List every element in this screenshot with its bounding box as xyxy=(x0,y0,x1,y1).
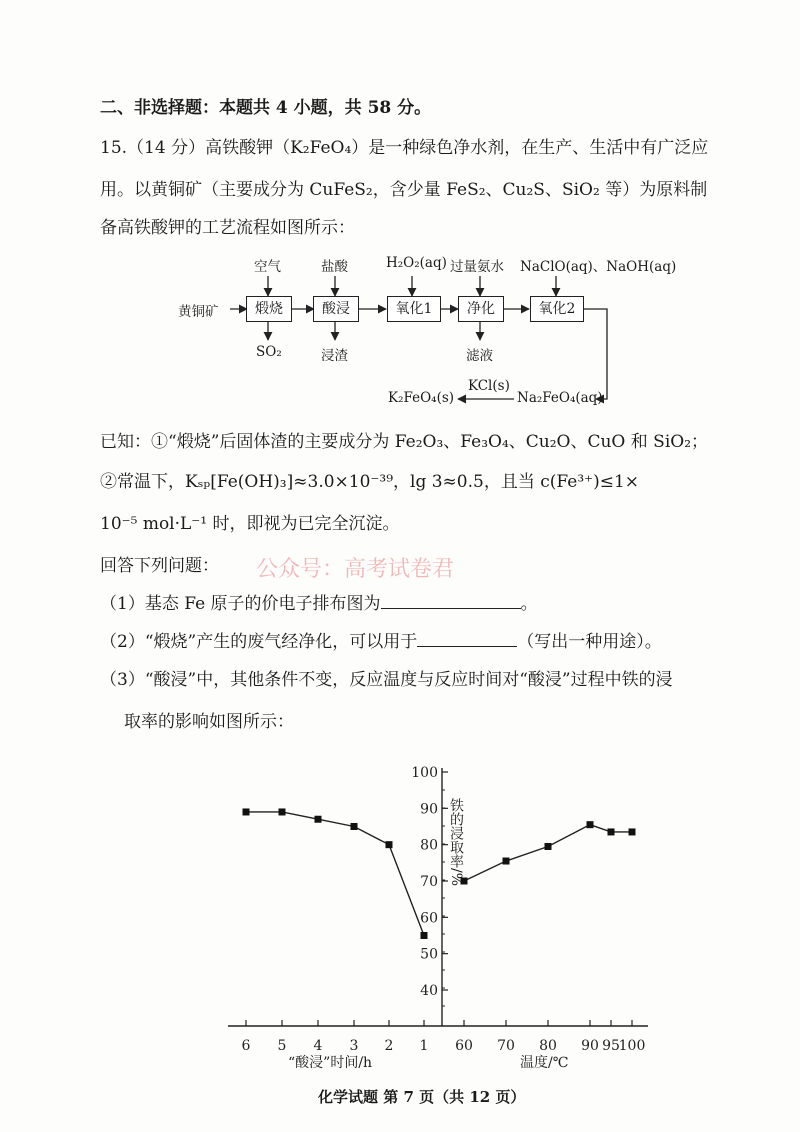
right-data-point xyxy=(608,828,615,835)
input-ammonia-label: 过量氨水 xyxy=(450,259,504,275)
input-hcl-label: 盐酸 xyxy=(321,259,348,275)
y-tick-label: 50 xyxy=(420,946,438,963)
output-filtrate-label: 滤液 xyxy=(466,348,493,364)
sub-question-1-end: 。 xyxy=(520,594,538,614)
left-data-point xyxy=(351,823,358,830)
product-k2feo4-label: K₂FeO₄(s) xyxy=(388,390,455,406)
known-line-1: 已知：①“煅烧”后固体渣的主要成分为 Fe₂O₃、Fe₃O₄、Cu₂O、CuO 和 SiO₂； xyxy=(100,432,709,452)
right-x-tick-label: 80 xyxy=(539,1038,557,1054)
step-calcination-box: 煅烧 xyxy=(246,296,292,322)
y-tick-label: 100 xyxy=(411,765,438,781)
sub-question-2-end: （写出一种用途）。 xyxy=(517,632,662,652)
left-x-tick-label: 4 xyxy=(313,1038,323,1054)
left-x-axis-label: “酸浸”时间/h xyxy=(288,1055,373,1071)
step-oxidation2-box: 氧化2 xyxy=(530,296,584,322)
question-line-1: 15.（14 分）高铁酸钾（K₂FeO₄）是一种绿色净水剂，在生产、生活中有广泛应 xyxy=(100,138,709,158)
left-data-point xyxy=(243,808,250,815)
y-tick-label: 80 xyxy=(420,837,438,854)
output-so2-label: SO₂ xyxy=(256,344,282,360)
y-axis-label: 铁的浸取率/% xyxy=(448,798,464,887)
right-data-point xyxy=(545,843,552,850)
y-tick-label: 70 xyxy=(420,874,438,890)
left-data-point xyxy=(386,841,393,848)
right-data-point xyxy=(629,828,636,835)
right-data-point xyxy=(503,858,510,865)
answer-prompt: 回答下列问题： xyxy=(100,556,219,576)
question-line-3: 备高铁酸钾的工艺流程如图所示： xyxy=(100,218,355,238)
right-data-point xyxy=(587,821,594,828)
intermediate-na2feo4-label: Na₂FeO₄(aq) xyxy=(517,390,603,406)
right-x-tick-label: 95 xyxy=(602,1038,620,1054)
page-footer: 化学试题 第 7 页（共 12 页） xyxy=(318,1088,526,1106)
reagent-kcl-label: KCl(s) xyxy=(468,378,510,394)
sub-question-3-line-1: （3）“酸浸”中，其他条件不变，反应温度与反应时间对“酸浸”过程中铁的浸 xyxy=(100,670,673,690)
step-oxidation1-box: 氧化1 xyxy=(387,296,441,322)
input-naclo-naoh-label: NaClO(aq)、NaOH(aq) xyxy=(520,259,677,275)
known-line-2: ②常温下，Kₛₚ[Fe(OH)₃]≈3.0×10⁻³⁹，lg 3≈0.5，且当 c(Fe³⁺)≤1× xyxy=(100,472,640,492)
left-x-tick-label: 6 xyxy=(241,1038,251,1054)
left-x-tick-label: 3 xyxy=(349,1038,359,1054)
input-h2o2-label: H₂O₂(aq) xyxy=(386,255,447,271)
left-x-tick-label: 5 xyxy=(277,1038,287,1054)
sub-question-3-line-2: 取率的影响如图所示： xyxy=(124,712,294,732)
left-data-point xyxy=(421,932,428,939)
step-acid-leach-box: 酸浸 xyxy=(313,296,359,322)
sub-question-1-text: （1）基态 Fe 原子的价电子排布图为 xyxy=(100,594,381,614)
left-data-point xyxy=(315,816,322,823)
y-tick-label: 60 xyxy=(420,910,438,927)
right-x-tick-label: 60 xyxy=(455,1038,473,1054)
section-heading: 二、非选择题：本题共 4 小题，共 58 分。 xyxy=(100,98,432,118)
left-x-tick-label: 2 xyxy=(384,1038,394,1054)
step-purification-box: 净化 xyxy=(458,296,504,322)
input-air-label: 空气 xyxy=(254,259,281,275)
right-series-line xyxy=(464,825,632,881)
sub-question-2-text: （2）“煅烧”产生的废气经净化，可以用于 xyxy=(100,632,418,652)
question-line-2: 用。以黄铜矿（主要成分为 CuFeS₂，含少量 FeS₂、Cu₂S、SiO₂ 等）为原料制 xyxy=(100,180,708,200)
right-x-tick-label: 70 xyxy=(497,1038,515,1054)
y-tick-label: 40 xyxy=(420,983,438,999)
left-data-point xyxy=(279,808,286,815)
output-residue-label: 浸渣 xyxy=(321,348,348,364)
left-x-tick-label: 1 xyxy=(419,1038,429,1054)
left-series-line xyxy=(246,812,424,936)
raw-material-label: 黄铜矿 xyxy=(178,304,219,320)
y-tick-label: 90 xyxy=(420,801,438,818)
watermark: 公众号：高考试卷君 xyxy=(256,557,455,582)
right-x-tick-label: 90 xyxy=(581,1038,599,1054)
known-line-3: 10⁻⁵ mol·L⁻¹ 时，即视为已完全沉淀。 xyxy=(100,514,400,534)
right-x-tick-label: 100 xyxy=(618,1038,646,1054)
right-x-axis-label: 温度/℃ xyxy=(520,1055,569,1071)
